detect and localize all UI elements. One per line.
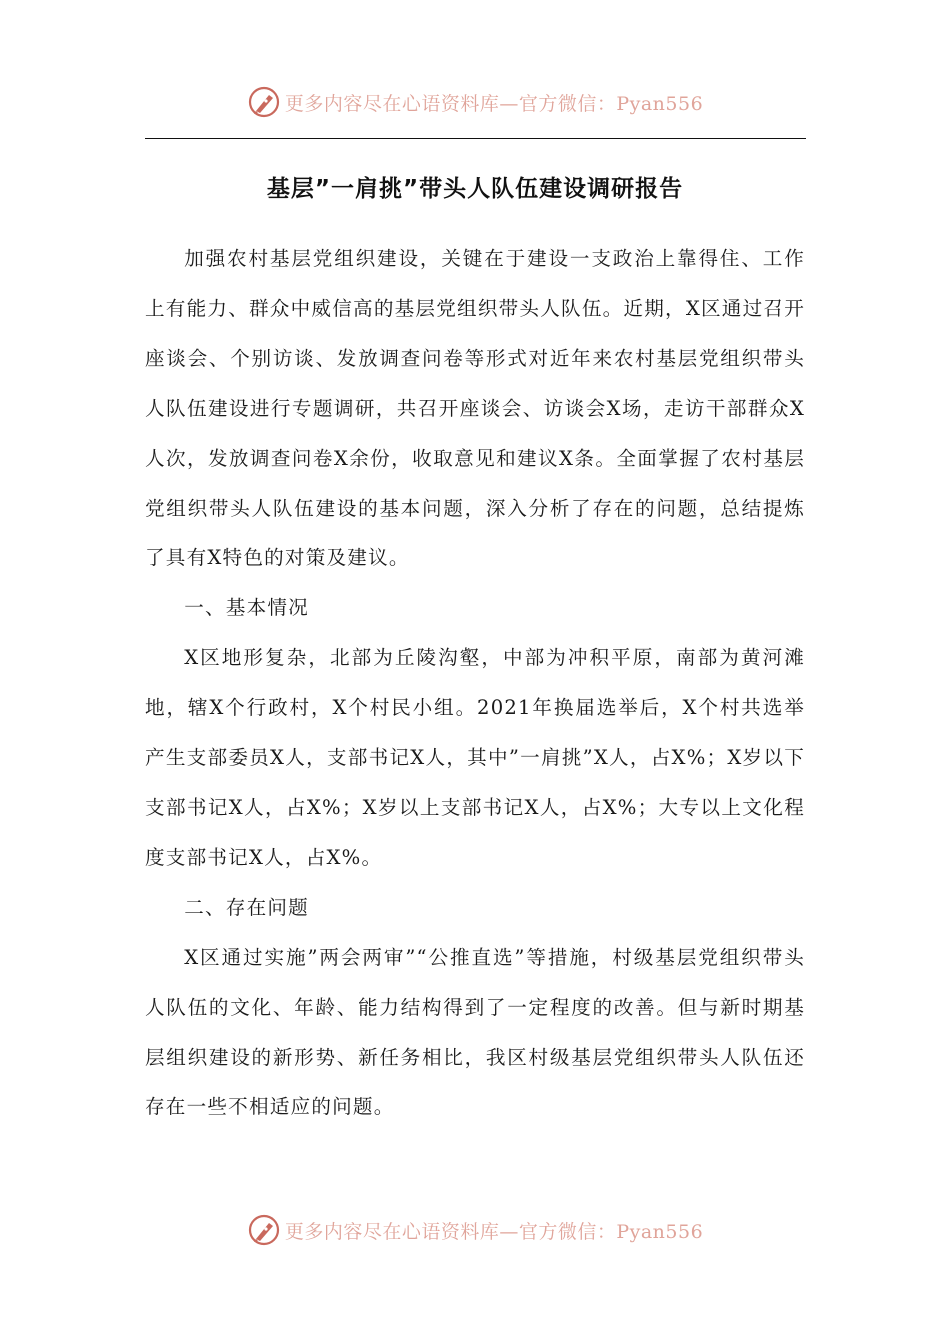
- header-divider: [145, 138, 806, 139]
- document-body: [145, 234, 805, 1132]
- existing-problems-paragraph: X区通过实施”两会两审”“公推直选”等措施，村级基层党组织带头人队伍的文化、年龄、能力结构得到了一定程度的改善。但与新时期基层组织建设的新形势、新任务相比，我区村级基层党组织带头人队伍还存在一些不相适应的问题。: [145, 945, 805, 1119]
- footer-banner-text: 更多内容尽在心语资料库—官方微信：Pyan556: [284, 1220, 704, 1243]
- document-title: 基层”一肩挑”带头人队伍建设调研报告: [266, 176, 684, 202]
- footer-banner: [0, 1208, 950, 1252]
- section-heading-basic-situation: 一、基本情况: [184, 596, 309, 620]
- section-heading-existing-problems: 二、存在问题: [184, 895, 309, 919]
- intro-paragraph: 加强农村基层党组织建设，关键在于建设一支政治上靠得住、工作上有能力、群众中威信高的基层党组织带头人队伍。近期，X区通过召开座谈会、个别访谈、发放调查问卷等形式对近年来农村基层党组织带头人队伍建设进行专题调研，共召开座谈会、访谈会X场，走访干部群众X人次，发放调查问卷X余份，收取意见和建议X条。全面掌握了农村基层党组织带头人队伍建设的基本问题，深入分析了存在的问题，总结提炼了具有X特色的对策及建议。: [145, 247, 805, 570]
- basic-situation-paragraph: X区地形复杂，北部为丘陵沟壑，中部为冲积平原，南部为黄河滩地，辖X个行政村，X个村民小组。2021年换届选举后，X个村共选举产生支部委员X人，支部书记X人，其中”一肩挑”X人，占X%；X岁以下支部书记X人，占X%；X岁以上支部书记X人，占X%；大专以上文化程度支部书记X人，占X%。: [145, 646, 805, 869]
- pen-nib-logo-icon: [247, 1213, 281, 1247]
- header-banner: [0, 80, 950, 124]
- header-banner-text: 更多内容尽在心语资料库—官方微信：Pyan556: [284, 92, 704, 115]
- pen-nib-logo-icon: [247, 85, 281, 119]
